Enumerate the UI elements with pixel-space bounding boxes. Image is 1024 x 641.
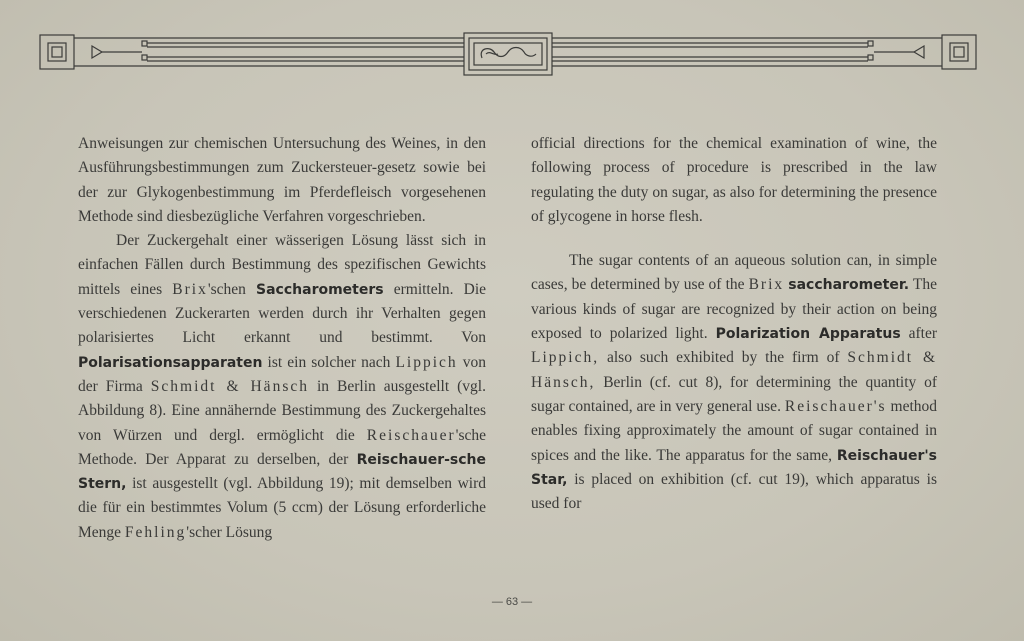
- paragraph-text: 'sche Methode. Der Apparat zu derselben, der: [78, 426, 486, 468]
- name-spaced: Reischauer's: [784, 397, 887, 415]
- paragraph-text: ermitteln. Die verschiedenen Zuckerarten werden durch ihr Verhalten gegen polarisiertes Licht erkannt und bestimmt. Von: [78, 280, 487, 347]
- paragraph-text: is placed on exhibition (cf. cut 19), which apparatus is used for: [531, 470, 938, 513]
- header-ornament: [38, 30, 978, 80]
- paragraph: [78, 229, 486, 545]
- paragraph-text: von der Firma: [78, 353, 486, 395]
- paragraph-text: method enables fixing approximately the amount of sugar contained in spices and the like. The apparatus for the same,: [531, 397, 938, 464]
- paragraph: [531, 132, 937, 229]
- paragraph-text: official directions for the chemical examination of wine, the following process of procedure is prescribed in the law regulating the duty on sugar, as also for determining the presence of glycogene in horse flesh.: [531, 135, 937, 225]
- bold-term: Saccharometers: [256, 281, 384, 298]
- paragraph-text: Anweisungen zur chemischen Untersuchung des Weines, in den Ausführungsbestimmungen zum Zuckersteuer-gesetz sowie bei der zur Glykogenbestimmung im Pferdefleisch vorgesehenen Methode sind diesbezügliche Verfahren vorgeschrieben.: [78, 135, 486, 225]
- bold-term: saccharometer.: [788, 277, 910, 294]
- bold-term: Polarisationsapparaten: [78, 354, 263, 371]
- paragraph-text: Berlin (cf. cut 8), for determining the quantity of sugar contained, are in very general use.: [531, 373, 937, 415]
- name-spaced: Brix: [748, 276, 785, 294]
- paragraph-text: after: [908, 325, 937, 343]
- paragraph: [78, 132, 486, 229]
- name-spaced: Lippich: [395, 353, 458, 371]
- paragraph-text: 'schen: [207, 280, 246, 298]
- name-spaced: Schmidt & Hänsch,: [531, 349, 938, 391]
- english-text-column: [531, 132, 937, 516]
- bold-term: Polarization Apparatus: [715, 326, 901, 343]
- paragraph: [531, 249, 937, 516]
- name-spaced: Brix: [172, 280, 208, 298]
- bold-term: Reischauer's Star,: [531, 447, 937, 488]
- name-spaced: Schmidt & Hänsch: [150, 377, 309, 395]
- paragraph-text: 'scher Lösung: [186, 523, 273, 541]
- paragraph-text: in Berlin ausgestellt (vgl. Abbildung 8). Eine annähernde Bestimmung des Zuckergehaltes von Würzen und dergl. ermöglicht die: [78, 377, 486, 444]
- paragraph-text: also such exhibited by the firm of: [607, 349, 840, 367]
- page-number: — 63 —: [491, 596, 533, 608]
- name-spaced: Lippich,: [531, 349, 600, 367]
- german-text-column: [78, 132, 486, 545]
- paragraph-text: The sugar contents of an aqueous solution can, in simple cases, be determined by use of the: [531, 252, 937, 294]
- paragraph-text: ist ausgestellt (vgl. Abbildung 19); mit demselben wird die für ein bestimmtes Volum (5 ccm) der Lösung erforderliche Menge: [78, 475, 487, 541]
- paragraph-text: ist ein solcher nach: [267, 353, 391, 371]
- name-spaced: Fehling: [124, 523, 187, 541]
- bold-term: Reischauer-sche Stern,: [78, 451, 486, 493]
- paragraph-text: Der Zuckergehalt einer wässerigen Lösung lässt sich in einfachen Fällen durch Bestimmung des spezifischen Gewichts mittels eines: [78, 232, 486, 298]
- paragraph-text: The various kinds of sugar are recognized by their action on being exposed to polarized light.: [531, 276, 937, 343]
- name-spaced: Reischauer: [366, 426, 456, 444]
